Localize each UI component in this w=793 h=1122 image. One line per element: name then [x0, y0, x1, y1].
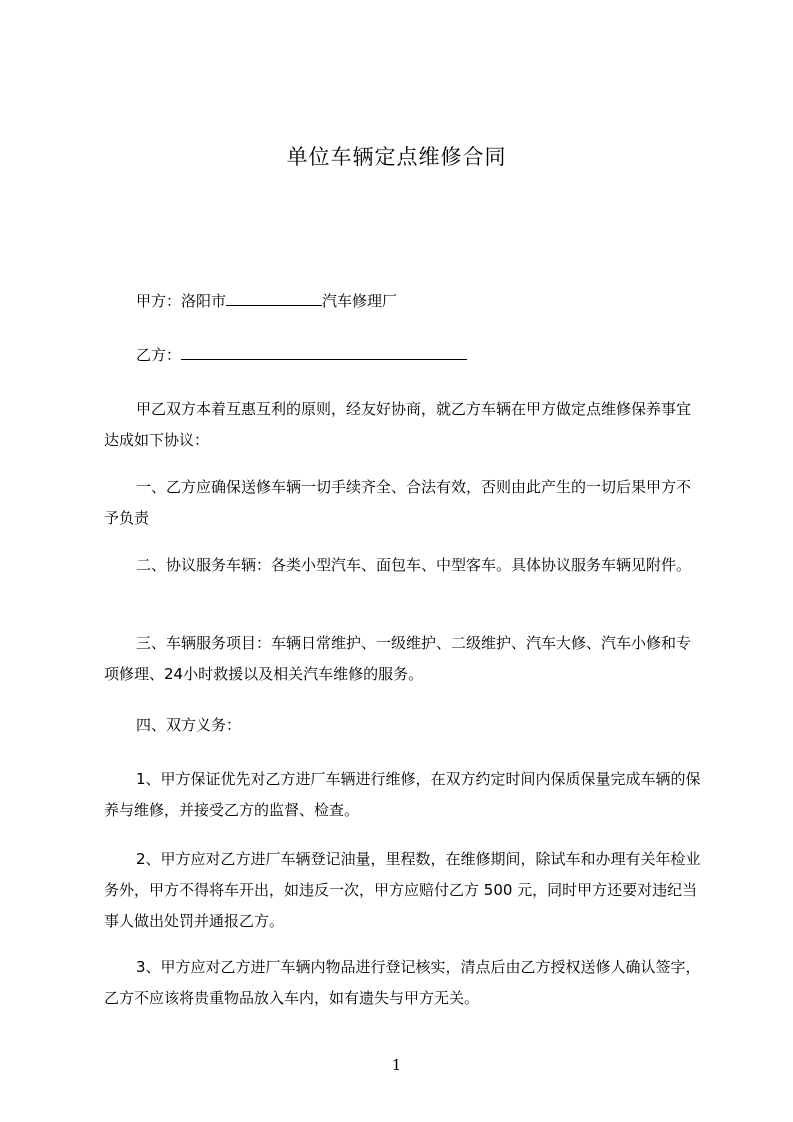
party-a-prefix: 甲方：洛阳市: [136, 292, 227, 310]
clause-1: [104, 472, 704, 534]
duty-1: [104, 764, 704, 826]
duty-2: [104, 844, 704, 937]
clause-1-text: 一、乙方应确保送修车辆一切手续齐全、合法有效，否则由此产生的一切后果甲方不予负责: [104, 478, 692, 527]
intro-paragraph: [104, 394, 704, 456]
clause-3: [104, 628, 704, 690]
party-a-name-blank: [226, 288, 322, 306]
clause-2-text: 二、协议服务车辆：各类小型汽车、面包车、中型客车。具体协议服务车辆见附件。: [136, 556, 692, 574]
page-number: 1: [391, 1056, 402, 1074]
duty-1-text: 1、甲方保证优先对乙方进厂车辆进行维修，在双方约定时间内保质保量完成车辆的保养与维修，并接受乙方的监督、检查。: [104, 770, 701, 819]
duty-2-text: 2、甲方应对乙方进厂车辆登记油量，里程数，在维修期间，除试车和办理有关年检业务外，甲方不得将车开出，如违反一次，甲方应赔付乙方 500 元，同时甲方还要对违纪当事人做出处罚并通报乙方。: [104, 850, 701, 930]
clause-2: [104, 550, 704, 581]
duty-3-text: 3、甲方应对乙方进厂车辆内物品进行登记核实，清点后由乙方授权送修人确认签字，乙方不应该将贵重物品放入车内，如有遗失与甲方无关。: [104, 958, 701, 1007]
clause-4-text: 四、双方义务：: [136, 716, 242, 734]
party-b-name-blank: [181, 342, 467, 360]
duty-3: [104, 952, 704, 1014]
party-a-line: [104, 286, 704, 317]
intro-text: 甲乙双方本着互惠互利的原则，经友好协商，就乙方车辆在甲方做定点维修保养事宜达成如下协议：: [104, 400, 692, 449]
clause-4-heading: [104, 710, 704, 741]
party-b-line: [104, 340, 704, 371]
party-b-prefix: 乙方：: [136, 346, 182, 364]
party-a-suffix: 汽车修理厂: [322, 292, 398, 310]
clause-3-text: 三、车辆服务项目：车辆日常维护、一级维护、二级维护、汽车大修、汽车小修和专项修理、24小时救援以及相关汽车维修的服务。: [104, 634, 692, 683]
page-title: 单位车辆定点维修合同: [286, 145, 507, 169]
